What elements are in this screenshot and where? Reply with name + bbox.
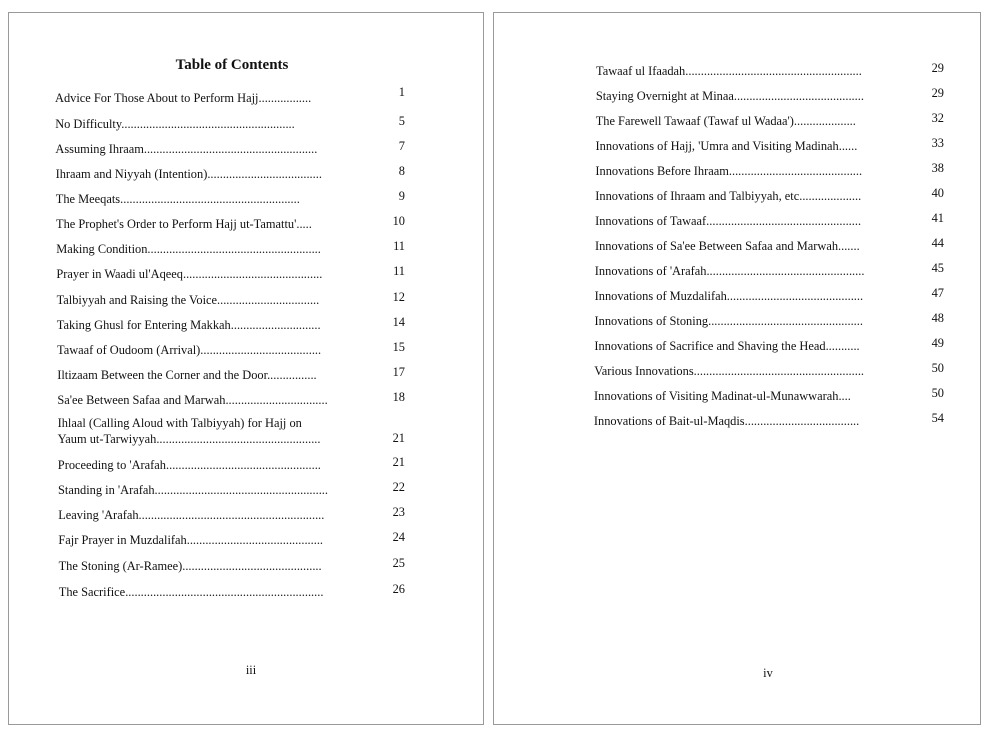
toc-page-number: 14 bbox=[392, 315, 405, 329]
toc-page-number: 33 bbox=[931, 136, 944, 150]
toc-entry-title: Sa'ee Between Safaa and Marwah bbox=[57, 393, 226, 407]
toc-entry-title: Talbiyyah and Raising the Voice bbox=[56, 293, 218, 307]
toc-entry bbox=[595, 288, 863, 304]
toc-page-number: 48 bbox=[931, 311, 944, 325]
toc-entry-title: Innovations of Muzdalifah bbox=[594, 289, 727, 303]
toc-entry bbox=[58, 457, 321, 473]
page-title: Table of Contents bbox=[175, 57, 289, 73]
toc-leader-dots: .......................................................... bbox=[120, 192, 300, 206]
toc-leader-dots: ........................................................ bbox=[143, 142, 318, 156]
toc-page-number: 38 bbox=[931, 161, 944, 175]
toc-entry-title: Staying Overnight at Minaa bbox=[595, 89, 734, 103]
toc-page-number: 50 bbox=[931, 386, 944, 400]
toc-entry bbox=[596, 63, 862, 79]
toc-entry bbox=[57, 342, 321, 358]
toc-entry-title: Proceeding to 'Arafah bbox=[57, 458, 166, 472]
toc-leader-dots: .................... bbox=[799, 189, 862, 203]
toc-entry bbox=[595, 163, 862, 179]
toc-page-number: 40 bbox=[931, 186, 944, 200]
toc-entry bbox=[56, 266, 322, 282]
toc-page-number: 11 bbox=[393, 239, 405, 253]
toc-entry bbox=[56, 216, 312, 232]
toc-leader-dots: ................................. bbox=[225, 393, 328, 407]
toc-entry-title: The Stoning (Ar-Ramee) bbox=[58, 559, 183, 573]
toc-leader-dots: .................... bbox=[793, 114, 856, 128]
toc-page-number: 10 bbox=[392, 214, 405, 228]
toc-entry bbox=[59, 558, 322, 574]
toc-entry bbox=[596, 88, 864, 104]
toc-leader-dots: ........................................... bbox=[728, 164, 863, 178]
toc-leader-dots: ........................................................ bbox=[154, 483, 328, 497]
toc-entry bbox=[56, 191, 300, 207]
toc-entry-title: The Meeqats bbox=[55, 192, 121, 206]
toc-entry-title: No Difficulty bbox=[55, 117, 122, 131]
toc-page-number: 44 bbox=[931, 236, 944, 250]
toc-page-number: 7 bbox=[398, 139, 405, 153]
toc-page-number: 5 bbox=[398, 114, 405, 128]
toc-entry-title: Innovations of Visiting Madinat-ul-Munawwarah bbox=[594, 389, 839, 403]
toc-entry bbox=[595, 213, 861, 229]
toc-page-number: 49 bbox=[931, 336, 944, 350]
toc-entry bbox=[58, 415, 321, 447]
toc-entry-title: Leaving 'Arafah bbox=[58, 508, 139, 522]
toc-leader-dots: ............................. bbox=[230, 318, 321, 332]
toc-page-number: 21 bbox=[392, 455, 405, 469]
toc-leader-dots: ................ bbox=[267, 368, 317, 382]
toc-leader-dots: ..................................................... bbox=[156, 432, 321, 446]
toc-leader-dots: ...... bbox=[838, 139, 858, 153]
toc-leader-dots: .................................................. bbox=[708, 314, 863, 328]
toc-leader-dots: ............................................. bbox=[182, 559, 322, 573]
toc-page-number: 11 bbox=[393, 264, 405, 278]
toc-entry bbox=[57, 392, 327, 408]
toc-entry-title: Standing in 'Arafah bbox=[58, 483, 155, 497]
toc-entry-title: Innovations of Hajj, 'Umra and Visiting Madinah bbox=[595, 139, 839, 153]
toc-entry bbox=[57, 317, 321, 333]
page-number-footer: iv bbox=[763, 666, 773, 680]
toc-entry-title: Fajr Prayer in Muzdalifah bbox=[58, 533, 187, 547]
toc-entry bbox=[55, 116, 295, 132]
toc-entry bbox=[58, 482, 328, 498]
toc-entry-title: Tawaaf of Oudoom (Arrival) bbox=[57, 343, 201, 357]
toc-entry-title: Innovations of Sacrifice and Shaving the Head bbox=[594, 339, 826, 353]
toc-entry bbox=[594, 388, 851, 404]
toc-leader-dots: ....................................................... bbox=[693, 364, 865, 378]
toc-entry bbox=[595, 188, 861, 204]
toc-page-number: 15 bbox=[392, 340, 405, 354]
toc-entry-title: Innovations of Ihraam and Talbiyyah, etc bbox=[595, 189, 800, 203]
toc-leader-dots: ............................................................ bbox=[138, 508, 325, 522]
toc-entry-title: Ihlaal (Calling Aloud with Talbiyyah) for Hajj on bbox=[57, 416, 302, 430]
page-number-footer: iii bbox=[245, 663, 257, 677]
toc-leader-dots: ................................................... bbox=[706, 264, 865, 278]
toc-page-number: 29 bbox=[931, 86, 944, 100]
toc-page-number: 29 bbox=[931, 61, 944, 75]
toc-page-number: 41 bbox=[931, 211, 944, 225]
toc-entry bbox=[594, 338, 859, 354]
toc-leader-dots: ......................................................... bbox=[685, 64, 862, 78]
toc-leader-dots: ............................................ bbox=[186, 533, 324, 547]
toc-leader-dots: ....... bbox=[838, 239, 860, 253]
toc-entry-title: Ihraam and Niyyah (Intention) bbox=[55, 167, 208, 181]
toc-entry-title: Innovations of 'Arafah bbox=[594, 264, 707, 278]
toc-leader-dots: ........................................................ bbox=[147, 242, 321, 256]
toc-entry bbox=[595, 263, 865, 279]
toc-page-number: 54 bbox=[931, 411, 944, 425]
toc-page-number: 26 bbox=[392, 582, 405, 596]
toc-page-number: 9 bbox=[398, 189, 405, 203]
toc-page-number: 45 bbox=[931, 261, 944, 275]
toc-entry bbox=[57, 292, 320, 308]
toc-entry-title-continued: Yaum ut-Tarwiyyah bbox=[57, 432, 157, 446]
toc-leader-dots: ..... bbox=[296, 217, 312, 231]
toc-page-number: 12 bbox=[392, 290, 405, 304]
toc-page-number: 24 bbox=[392, 530, 405, 544]
toc-entry-title: Assuming Ihraam bbox=[55, 142, 144, 156]
toc-entry bbox=[594, 363, 864, 379]
toc-leader-dots: ....................................... bbox=[200, 343, 322, 357]
toc-entry bbox=[57, 367, 316, 383]
toc-entry-title: Innovations of Bait-ul-Maqdis bbox=[593, 414, 745, 428]
toc-entry bbox=[55, 141, 317, 157]
toc-entry-title: Prayer in Waadi ul'Aqeeq bbox=[56, 267, 183, 281]
toc-page-number: 22 bbox=[392, 480, 405, 494]
toc-page-number: 47 bbox=[931, 286, 944, 300]
toc-page-number: 23 bbox=[392, 505, 405, 519]
toc-leader-dots: ..................................... bbox=[207, 167, 322, 181]
toc-leader-dots: .................................................. bbox=[706, 214, 862, 228]
toc-entry bbox=[56, 166, 322, 182]
toc-page-number: 50 bbox=[931, 361, 944, 375]
toc-entry-title: Innovations of Tawaaf bbox=[595, 214, 707, 228]
toc-leader-dots: ............................................. bbox=[182, 267, 323, 281]
toc-entry bbox=[55, 90, 311, 106]
toc-leader-dots: ........................................................ bbox=[121, 117, 295, 131]
toc-leader-dots: ........... bbox=[825, 339, 860, 353]
toc-entry bbox=[596, 138, 858, 154]
toc-page-number: 17 bbox=[392, 365, 405, 379]
toc-entry-title: Tawaaf ul Ifaadah bbox=[596, 64, 686, 78]
toc-entry-title: Innovations of Sa'ee Between Safaa and Marwah bbox=[594, 239, 839, 253]
toc-leader-dots: .......................................... bbox=[733, 89, 864, 103]
toc-entry-title: Innovations of Stoning bbox=[594, 314, 709, 328]
toc-entry-title: Innovations Before Ihraam bbox=[595, 164, 729, 178]
toc-entry bbox=[56, 241, 321, 257]
toc-page-number: 32 bbox=[931, 111, 944, 125]
toc-entry-title: Iltizaam Between the Corner and the Door bbox=[57, 368, 268, 382]
toc-entry bbox=[594, 413, 859, 429]
toc-entry-title: Various Innovations bbox=[594, 364, 694, 378]
toc-page-number: 18 bbox=[392, 390, 405, 404]
toc-leader-dots: ................................................................ bbox=[125, 585, 324, 599]
toc-leader-dots: .................................................. bbox=[166, 458, 321, 472]
toc-entry bbox=[59, 584, 324, 600]
toc-entry bbox=[58, 532, 323, 548]
toc-leader-dots: ................................. bbox=[217, 293, 320, 307]
toc-entry-title: Making Condition bbox=[56, 242, 148, 256]
toc-entry-title: The Farewell Tawaaf (Tawaf ul Wadaa') bbox=[595, 114, 794, 128]
toc-page-number: 1 bbox=[398, 85, 405, 99]
toc-leader-dots: ................. bbox=[258, 91, 312, 105]
toc-entry bbox=[595, 313, 863, 329]
toc-entry-title: The Sacrifice bbox=[58, 585, 126, 599]
toc-entry bbox=[595, 238, 860, 254]
toc-leader-dots: ..................................... bbox=[744, 414, 860, 428]
right-page bbox=[493, 12, 981, 725]
toc-page-number: 25 bbox=[392, 556, 405, 570]
toc-entry-title: The Prophet's Order to Perform Hajj ut-Tamattu' bbox=[56, 217, 297, 231]
toc-page-number: 8 bbox=[398, 164, 405, 178]
toc-page-number: 21 bbox=[392, 431, 405, 445]
toc-entry-title: Taking Ghusl for Entering Makkah bbox=[56, 318, 231, 332]
toc-entry bbox=[596, 113, 856, 129]
toc-entry bbox=[58, 507, 324, 523]
toc-entry-title: Advice For Those About to Perform Hajj bbox=[55, 91, 259, 105]
toc-leader-dots: ............................................ bbox=[726, 289, 864, 303]
toc-leader-dots: .... bbox=[838, 389, 851, 403]
left-page bbox=[8, 12, 484, 725]
